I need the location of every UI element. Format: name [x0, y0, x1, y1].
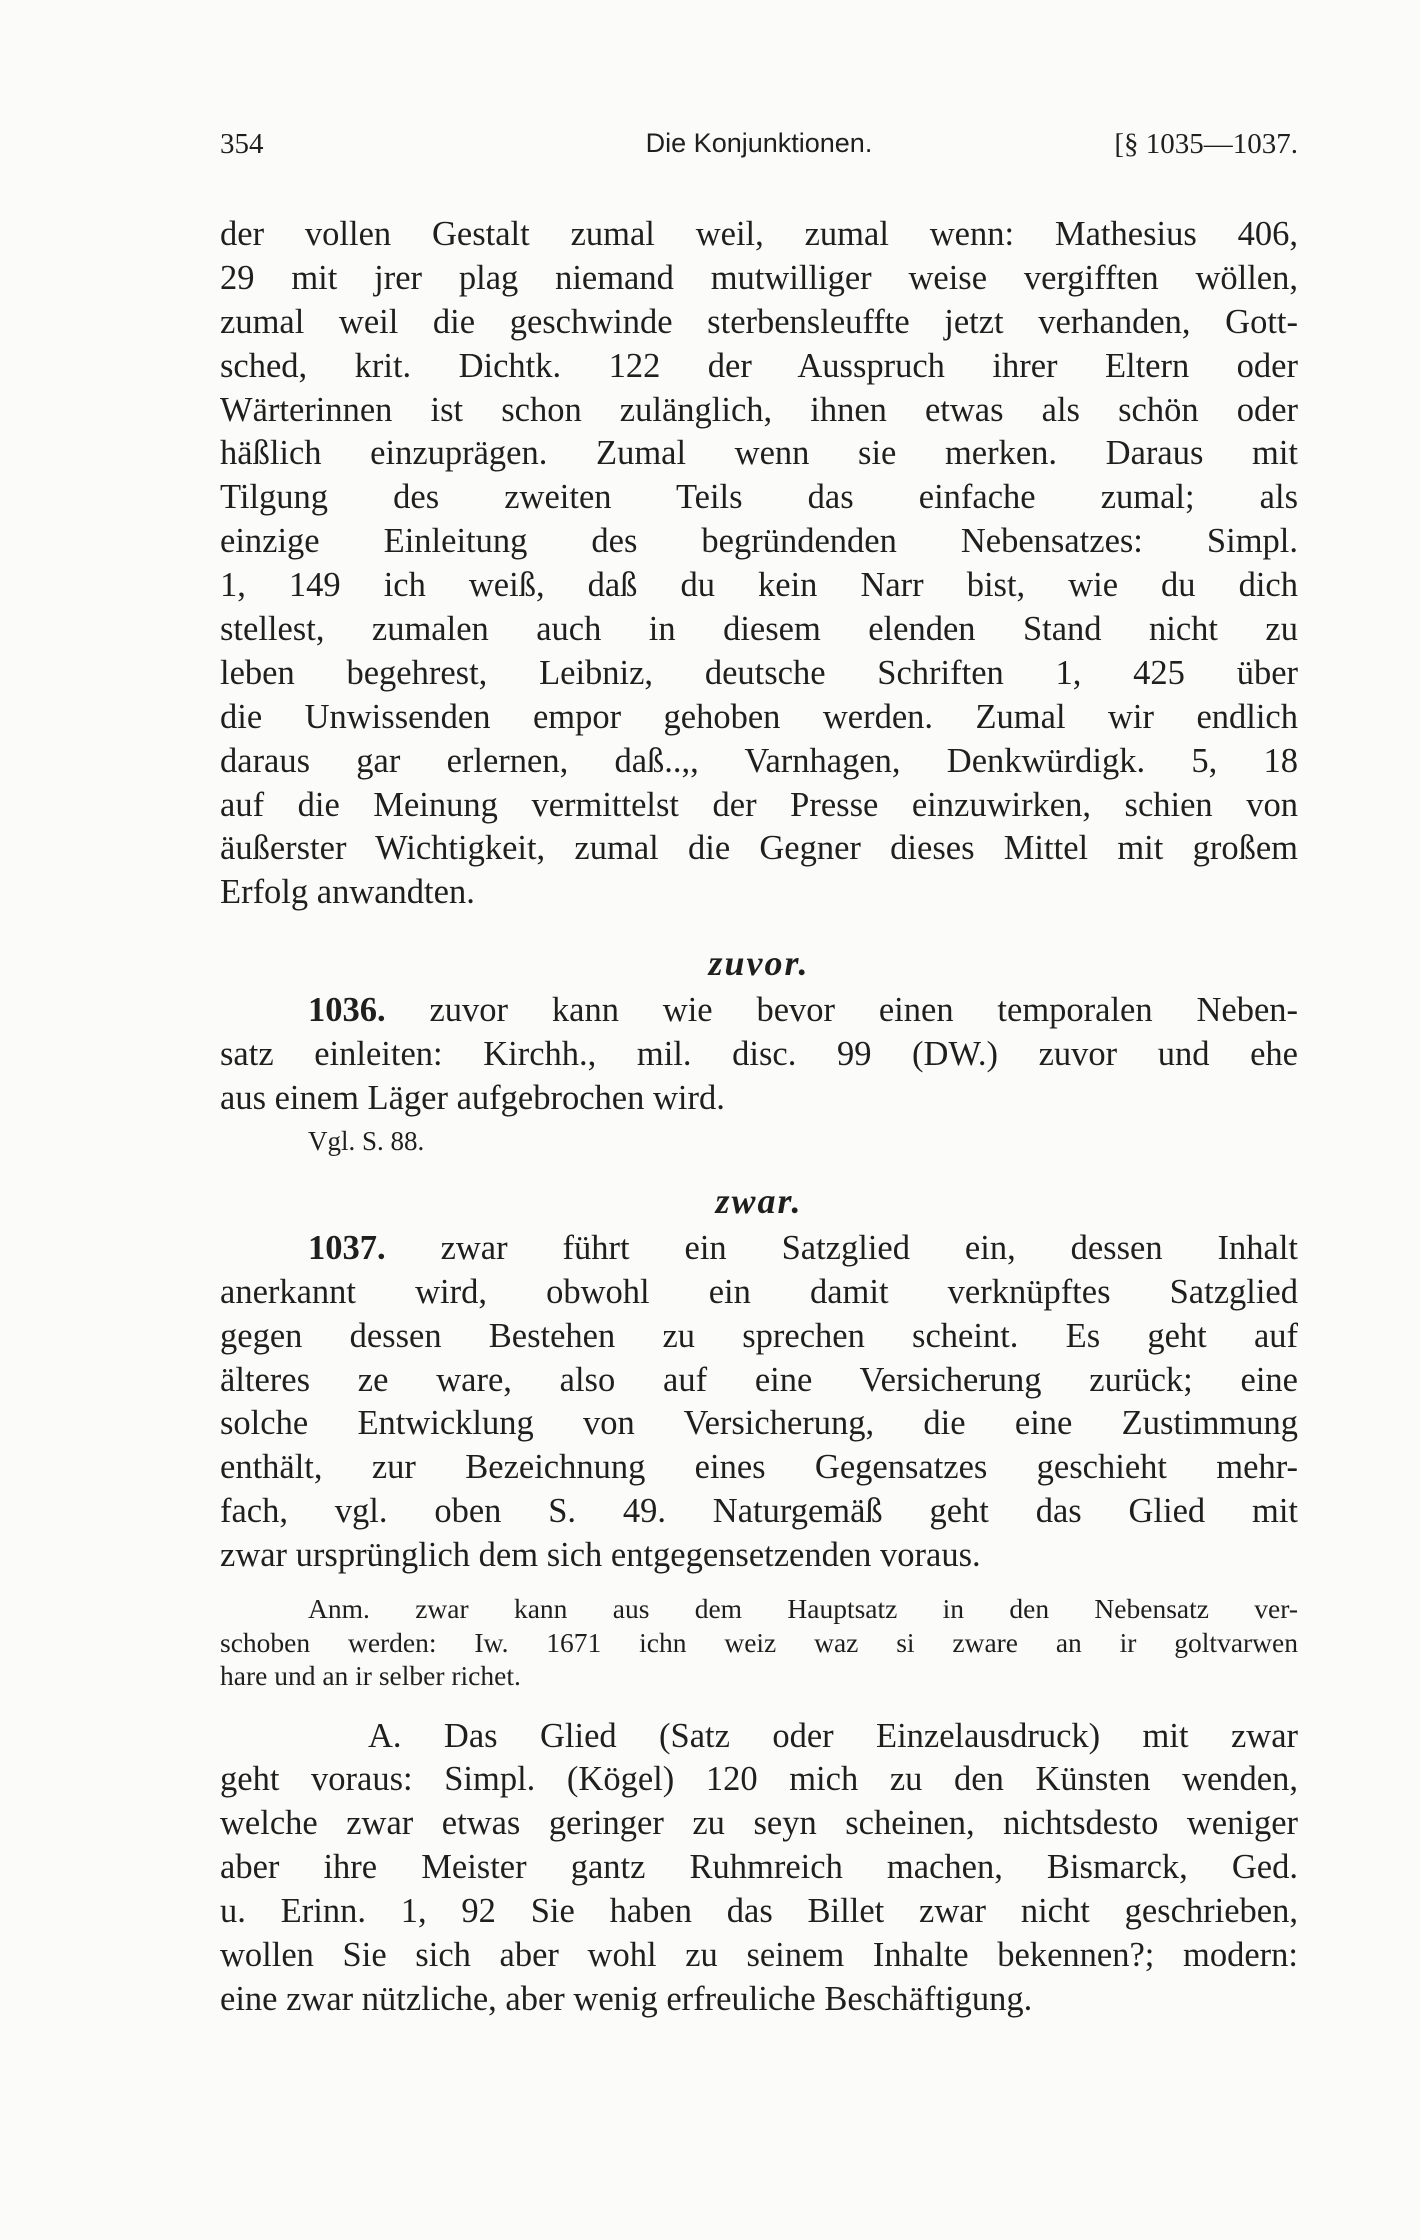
subsection-a — [220, 1715, 1298, 2022]
text-line: zumal weil die geschwinde sterbensleuffte jetzt verhanden, Gott- — [220, 302, 1298, 341]
text-line: sched, krit. Dichtk. 122 der Ausspruch ihrer Eltern oder — [220, 346, 1298, 385]
entry-heading-zwar: zwar. — [715, 1180, 803, 1221]
note-line: hare und an ir selber richet. — [220, 1660, 521, 1692]
text-line: gegen dessen Bestehen zu sprechen scheint. Es geht auf — [220, 1316, 1298, 1355]
text-line: daraus gar erlernen, daß..,, Varnhagen, Denkwürdigk. 5, 18 — [220, 741, 1298, 780]
text-line: Erfolg anwandten. — [220, 873, 475, 912]
text-line: 29 mit jrer plag niemand mutwilliger weise vergifften wöllen, — [220, 258, 1298, 297]
text-line: älteres ze ware, also auf eine Versicherung zurück; eine — [220, 1360, 1298, 1399]
section-first-line — [220, 989, 1298, 1033]
section-first-line — [220, 1227, 1298, 1271]
text-line: häßlich einzuprägen. Zumal wenn sie merken. Daraus mit — [220, 434, 1298, 473]
section-number: 1036. — [308, 991, 386, 1030]
paragraph-1035-continued — [220, 213, 1298, 915]
text-line: fach, vgl. oben S. 49. Naturgemäß geht das Glied mit — [220, 1492, 1298, 1531]
text-line: zuvor kann wie bevor einen temporalen Neben- — [429, 991, 1299, 1030]
text-line: auf die Meinung vermittelst der Presse einzuwirken, schien von — [220, 785, 1298, 824]
text-line: Wärterinnen ist schon zulänglich, ihnen etwas als schön oder — [220, 390, 1298, 429]
cross-reference: Vgl. S. 88. — [308, 1125, 425, 1156]
text-line: aus einem Läger aufgebrochen wird. — [220, 1079, 725, 1118]
text-line: äußerster Wichtigkeit, zumal die Gegner dieses Mittel mit großem — [220, 829, 1298, 868]
section-1037 — [220, 1227, 1298, 1578]
text-line: zwar ursprünglich dem sich entgegensetzenden voraus. — [220, 1536, 981, 1575]
text-line: die Unwissenden empor gehoben werden. Zumal wir endlich — [220, 697, 1298, 736]
text-line: welche zwar etwas geringer zu seyn scheinen, nichtsdesto weniger — [220, 1804, 1298, 1843]
text-line: anerkannt wird, obwohl ein damit verknüpftes Satzglied — [220, 1272, 1298, 1311]
text-line: geht voraus: Simpl. (Kögel) 120 mich zu den Künsten wenden, — [220, 1760, 1298, 1799]
section-number: 1037. — [308, 1228, 386, 1267]
text-line: u. Erinn. 1, 92 Sie haben das Billet zwar nicht geschrieben, — [220, 1892, 1298, 1931]
text-line: A. Das Glied (Satz oder Einzelausdruck) mit zwar — [368, 1716, 1298, 1755]
text-line: eine zwar nützliche, aber wenig erfreuliche Beschäftigung. — [220, 1979, 1033, 2018]
text-line: solche Entwicklung von Versicherung, die eine Zustimmung — [220, 1404, 1298, 1443]
text-line: stellest, zumalen auch in diesem elenden Stand nicht zu — [220, 610, 1298, 649]
text-line: enthält, zur Bezeichnung eines Gegensatzes geschieht mehr- — [220, 1448, 1298, 1487]
entry-heading-zuvor: zuvor. — [708, 943, 810, 984]
annotation-note — [220, 1592, 1298, 1693]
text-line: leben begehrest, Leibniz, deutsche Schriften 1, 425 über — [220, 653, 1298, 692]
text-line: aber ihre Meister gantz Ruhmreich machen, Bismarck, Ged. — [220, 1848, 1298, 1887]
text-line: satz einleiten: Kirchh., mil. disc. 99 (DW.) zuvor und ehe — [220, 1035, 1298, 1074]
text-line: 1, 149 ich weiß, daß du kein Narr bist, wie du dich — [220, 566, 1298, 605]
section-range: [§ 1035—1037. — [1114, 128, 1298, 160]
text-line: einzige Einleitung des begründenden Nebensatzes: Simpl. — [220, 522, 1298, 561]
section-1036 — [220, 989, 1298, 1161]
running-header — [220, 128, 1298, 168]
page-body — [220, 213, 1298, 2022]
text-line: wollen Sie sich aber wohl zu seinem Inhalte bekennen?; modern: — [220, 1936, 1298, 1974]
page-number: 354 — [220, 128, 264, 160]
note-line: Anm. zwar kann aus dem Hauptsatz in den Nebensatz ver- — [308, 1593, 1298, 1625]
text-line: zwar führt ein Satzglied ein, dessen Inhalt — [440, 1228, 1299, 1267]
running-title: Die Konjunktionen. — [645, 128, 873, 158]
text-line: der vollen Gestalt zumal weil, zumal wenn: Mathesius 406, — [220, 215, 1298, 253]
note-line: schoben werden: Iw. 1671 ichn weiz waz si zware an ir goltvarwen — [220, 1626, 1298, 1658]
text-line: Tilgung des zweiten Teils das einfache zumal; als — [220, 478, 1298, 517]
